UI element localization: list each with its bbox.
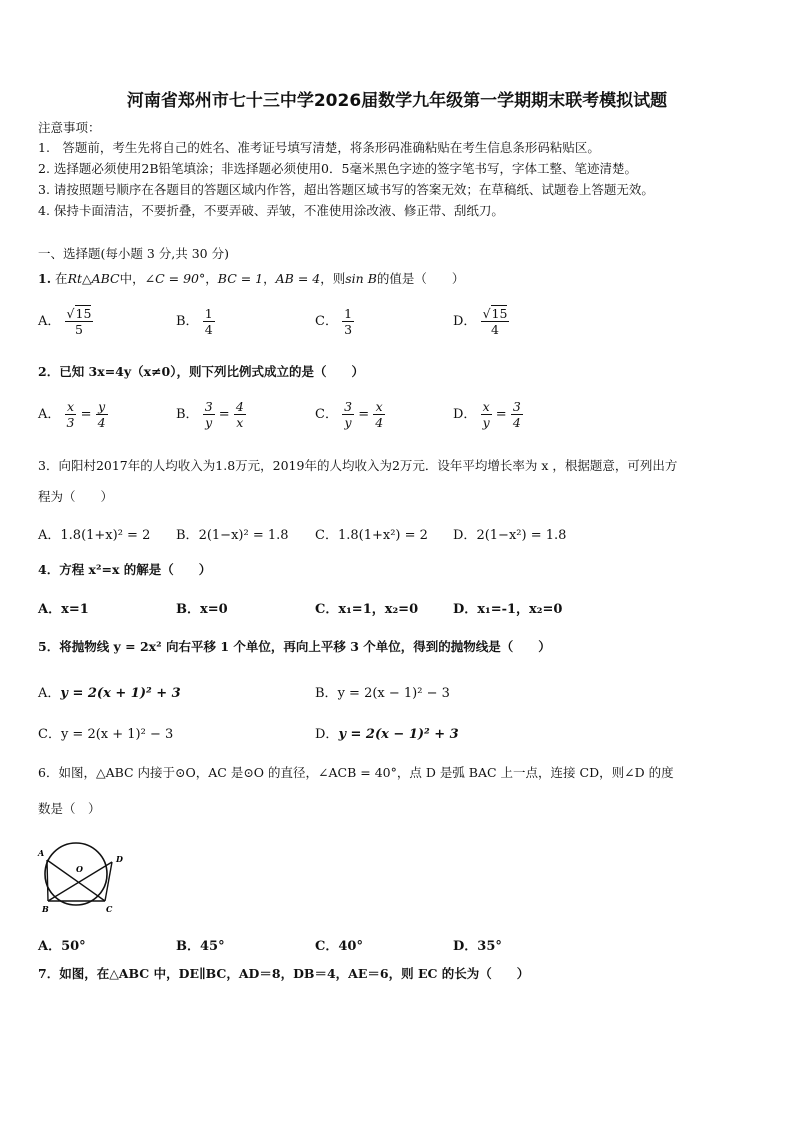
fraction-numerator: 3 — [512, 399, 521, 414]
math-expression: ∠C = 90° — [144, 271, 206, 286]
point-label-o: O — [76, 864, 83, 874]
fraction-numerator: 3 — [344, 399, 353, 414]
option-label: D． — [453, 939, 478, 954]
fraction: $\frac{√15}{4}$ — [482, 306, 508, 337]
notice-item-4: 4. 保持卡面清洁，不要折叠，不要弄破、弄皱，不准使用涂改液、修正带、刮纸刀。 — [38, 203, 504, 218]
option-label: B． — [176, 939, 200, 954]
fraction-denominator: y — [482, 415, 490, 430]
question-6-line-2: 数是（ ） — [38, 801, 101, 816]
fraction-denominator: 3 — [344, 322, 353, 337]
fraction-denominator: 4 — [204, 322, 213, 337]
option-b — [176, 935, 225, 954]
question-number: 1. — [38, 271, 52, 286]
option-label: A． — [38, 528, 61, 543]
option-d — [453, 935, 502, 954]
option-label: C． — [315, 602, 339, 617]
fraction-denominator: 4 — [97, 415, 106, 430]
option-label: D． — [453, 528, 477, 543]
math-expression: x=0 — [200, 602, 228, 617]
notice-item-1: 1. 答题前，考生先将自己的姓名、准考证号填写清楚，将条形码准确粘贴在考生信息条形码粘贴区。 — [38, 140, 600, 155]
fraction — [342, 399, 354, 430]
option-label: C． — [315, 939, 339, 954]
point-label-d: D — [116, 854, 123, 864]
math-expression: 1.8(1+x²) = 2 — [337, 528, 428, 543]
question-6-line-1: 6．如图，△ABC 内接于⊙O，AC 是⊙O 的直径，∠ACB = 40°，点 D 是弧 BAC 上一点，连接 CD，则∠D 的度 — [38, 765, 674, 780]
option-label: D． — [453, 314, 477, 329]
option-label: B． — [315, 686, 338, 701]
option-c — [315, 524, 428, 543]
math-expression: y = 2(x + 1)² − 3 — [60, 727, 174, 742]
circle-figure — [34, 838, 134, 914]
point-label-b: B — [42, 904, 49, 914]
option-d — [453, 399, 523, 430]
question-text: ， — [205, 271, 218, 286]
option-b — [176, 306, 215, 337]
question-5: 5．将抛物线 y = 2x² 向右平移 1 个单位，再向上平移 3 个单位，得到的抛物线是（ ） — [38, 639, 551, 654]
fraction-numerator: y — [96, 399, 108, 415]
option-label: B． — [176, 407, 199, 422]
option-a — [38, 682, 181, 701]
fraction-denominator: 4 — [512, 415, 521, 430]
math-expression: AB = 4 — [275, 271, 321, 286]
option-a — [38, 399, 108, 430]
option-d — [453, 598, 562, 617]
option-label: A． — [38, 686, 61, 701]
fraction — [342, 306, 354, 337]
fraction-numerator: 4 — [235, 399, 244, 414]
option-d — [315, 723, 459, 742]
math-expression: 35° — [477, 939, 502, 954]
math-expression: y = 2(x + 1)² + 3 — [60, 686, 181, 701]
question-1 — [38, 271, 464, 287]
math-expression: y = 2(x − 1)² − 3 — [337, 686, 450, 701]
option-c — [315, 598, 418, 617]
question-4: 4．方程 x²=x 的解是（ ） — [38, 562, 212, 577]
fraction-numerator: 15 — [491, 306, 508, 321]
fraction — [373, 399, 385, 430]
option-label: D． — [315, 727, 339, 742]
math-expression: 40° — [338, 939, 363, 954]
option-label: C． — [315, 528, 338, 543]
option-c — [315, 399, 385, 430]
fraction-denominator: y — [205, 415, 213, 430]
fraction-denominator: y — [344, 415, 352, 430]
question-3-line-1: 3．向阳村2017年的人均收入为1.8万元，2019年的人均收入为2万元．设年平均增长率为 x ，根据题意，可列出方 — [38, 458, 678, 473]
option-label: B． — [176, 314, 199, 329]
option-label: C． — [315, 314, 338, 329]
math-expression: y = 2(x − 1)² + 3 — [338, 727, 459, 742]
page-title: 河南省郑州市七十三中学2026届数学九年级第一学期期末联考模拟试题 — [126, 91, 668, 111]
math-expression: BC = 1 — [217, 271, 264, 286]
question-3-line-2: 程为（ ） — [38, 489, 114, 504]
option-b — [176, 598, 228, 617]
fraction: $\frac{√15}{5}$ — [66, 306, 92, 337]
option-a — [38, 524, 150, 543]
question-text: ， — [263, 271, 276, 286]
fraction-denominator: 4 — [491, 322, 499, 337]
question-text: 在 — [55, 271, 68, 286]
option-b — [315, 682, 450, 701]
fraction — [203, 306, 215, 337]
option-a — [38, 935, 86, 954]
option-label: A． — [38, 939, 62, 954]
fraction-denominator: 5 — [74, 322, 83, 337]
math-expression: 45° — [200, 939, 225, 954]
math-expression: 50° — [61, 939, 86, 954]
question-text: ，则 — [320, 271, 346, 286]
fraction-numerator: 3 — [204, 399, 213, 414]
fraction-denominator: x — [236, 415, 244, 430]
notice-heading: 注意事项： — [38, 120, 101, 135]
fraction-numerator: x — [373, 399, 385, 415]
math-expression: 2(1−x)² = 1.8 — [198, 528, 289, 543]
fraction-numerator: x — [482, 399, 490, 414]
math-expression: sin B — [345, 271, 377, 286]
fraction-denominator: 3 — [66, 415, 75, 430]
equals-sign: = — [358, 407, 370, 422]
question-text: 中， — [119, 271, 145, 286]
segment-ab — [47, 860, 48, 901]
fraction — [96, 399, 108, 430]
option-c — [315, 935, 363, 954]
question-2: 2．已知 3x=4y（x≠0），则下列比例式成立的是（ ） — [38, 364, 365, 379]
math-expression: x=1 — [61, 602, 89, 617]
fraction-numerator: 1 — [204, 306, 213, 321]
notice-item-3: 3. 请按照题号顺序在各题目的答题区域内作答，超出答题区域书写的答案无效；在草稿纸、试题卷上答题无效。 — [38, 182, 654, 197]
math-expression: 1.8(1+x)² = 2 — [60, 528, 151, 543]
option-a — [38, 598, 89, 617]
option-c — [38, 723, 173, 742]
fraction-numerator: 15 — [75, 306, 92, 321]
notice-item-2: 2. 选择题必须使用2B铅笔填涂；非选择题必须使用0．5毫米黑色字迹的签字笔书写，字体工整、笔迹清楚。 — [38, 161, 637, 176]
section-heading: 一、选择题(每小题 3 分,共 30 分) — [38, 246, 229, 261]
option-label: B． — [176, 528, 199, 543]
math-expression: x₁=-1，x₂=0 — [477, 602, 563, 617]
option-label: C． — [38, 727, 61, 742]
option-b — [176, 399, 246, 430]
option-c — [315, 306, 354, 337]
equals-sign: = — [218, 407, 230, 422]
equals-sign: = — [80, 407, 92, 422]
option-b — [176, 524, 289, 543]
math-expression: 2(1−x²) = 1.8 — [476, 528, 567, 543]
question-7: 7．如图，在△ABC 中，DE∥BC，AD＝8，DB＝4，AE＝6，则 EC 的长为（ ） — [38, 966, 530, 981]
option-a — [38, 306, 93, 337]
math-expression: x₁=1，x₂=0 — [338, 602, 419, 617]
question-text: 的值是（ ） — [376, 271, 465, 286]
math-expression: Rt△ABC — [67, 271, 120, 286]
option-label: A． — [38, 407, 61, 422]
fraction — [481, 399, 492, 430]
option-label: D． — [453, 602, 478, 617]
fraction-numerator: x — [65, 399, 77, 415]
point-label-a: A — [38, 848, 45, 858]
fraction — [511, 399, 523, 430]
option-label: A． — [38, 602, 62, 617]
option-label: C． — [315, 407, 338, 422]
equals-sign: = — [495, 407, 507, 422]
fraction-denominator: 4 — [375, 415, 384, 430]
fraction-numerator: 1 — [344, 306, 353, 321]
option-d — [453, 306, 509, 337]
option-label: D． — [453, 407, 477, 422]
option-d — [453, 524, 566, 543]
fraction — [234, 399, 246, 430]
option-label: B． — [176, 602, 200, 617]
fraction — [203, 399, 215, 430]
option-label: A． — [38, 314, 61, 329]
point-label-c: C — [106, 904, 113, 914]
fraction — [65, 399, 77, 430]
